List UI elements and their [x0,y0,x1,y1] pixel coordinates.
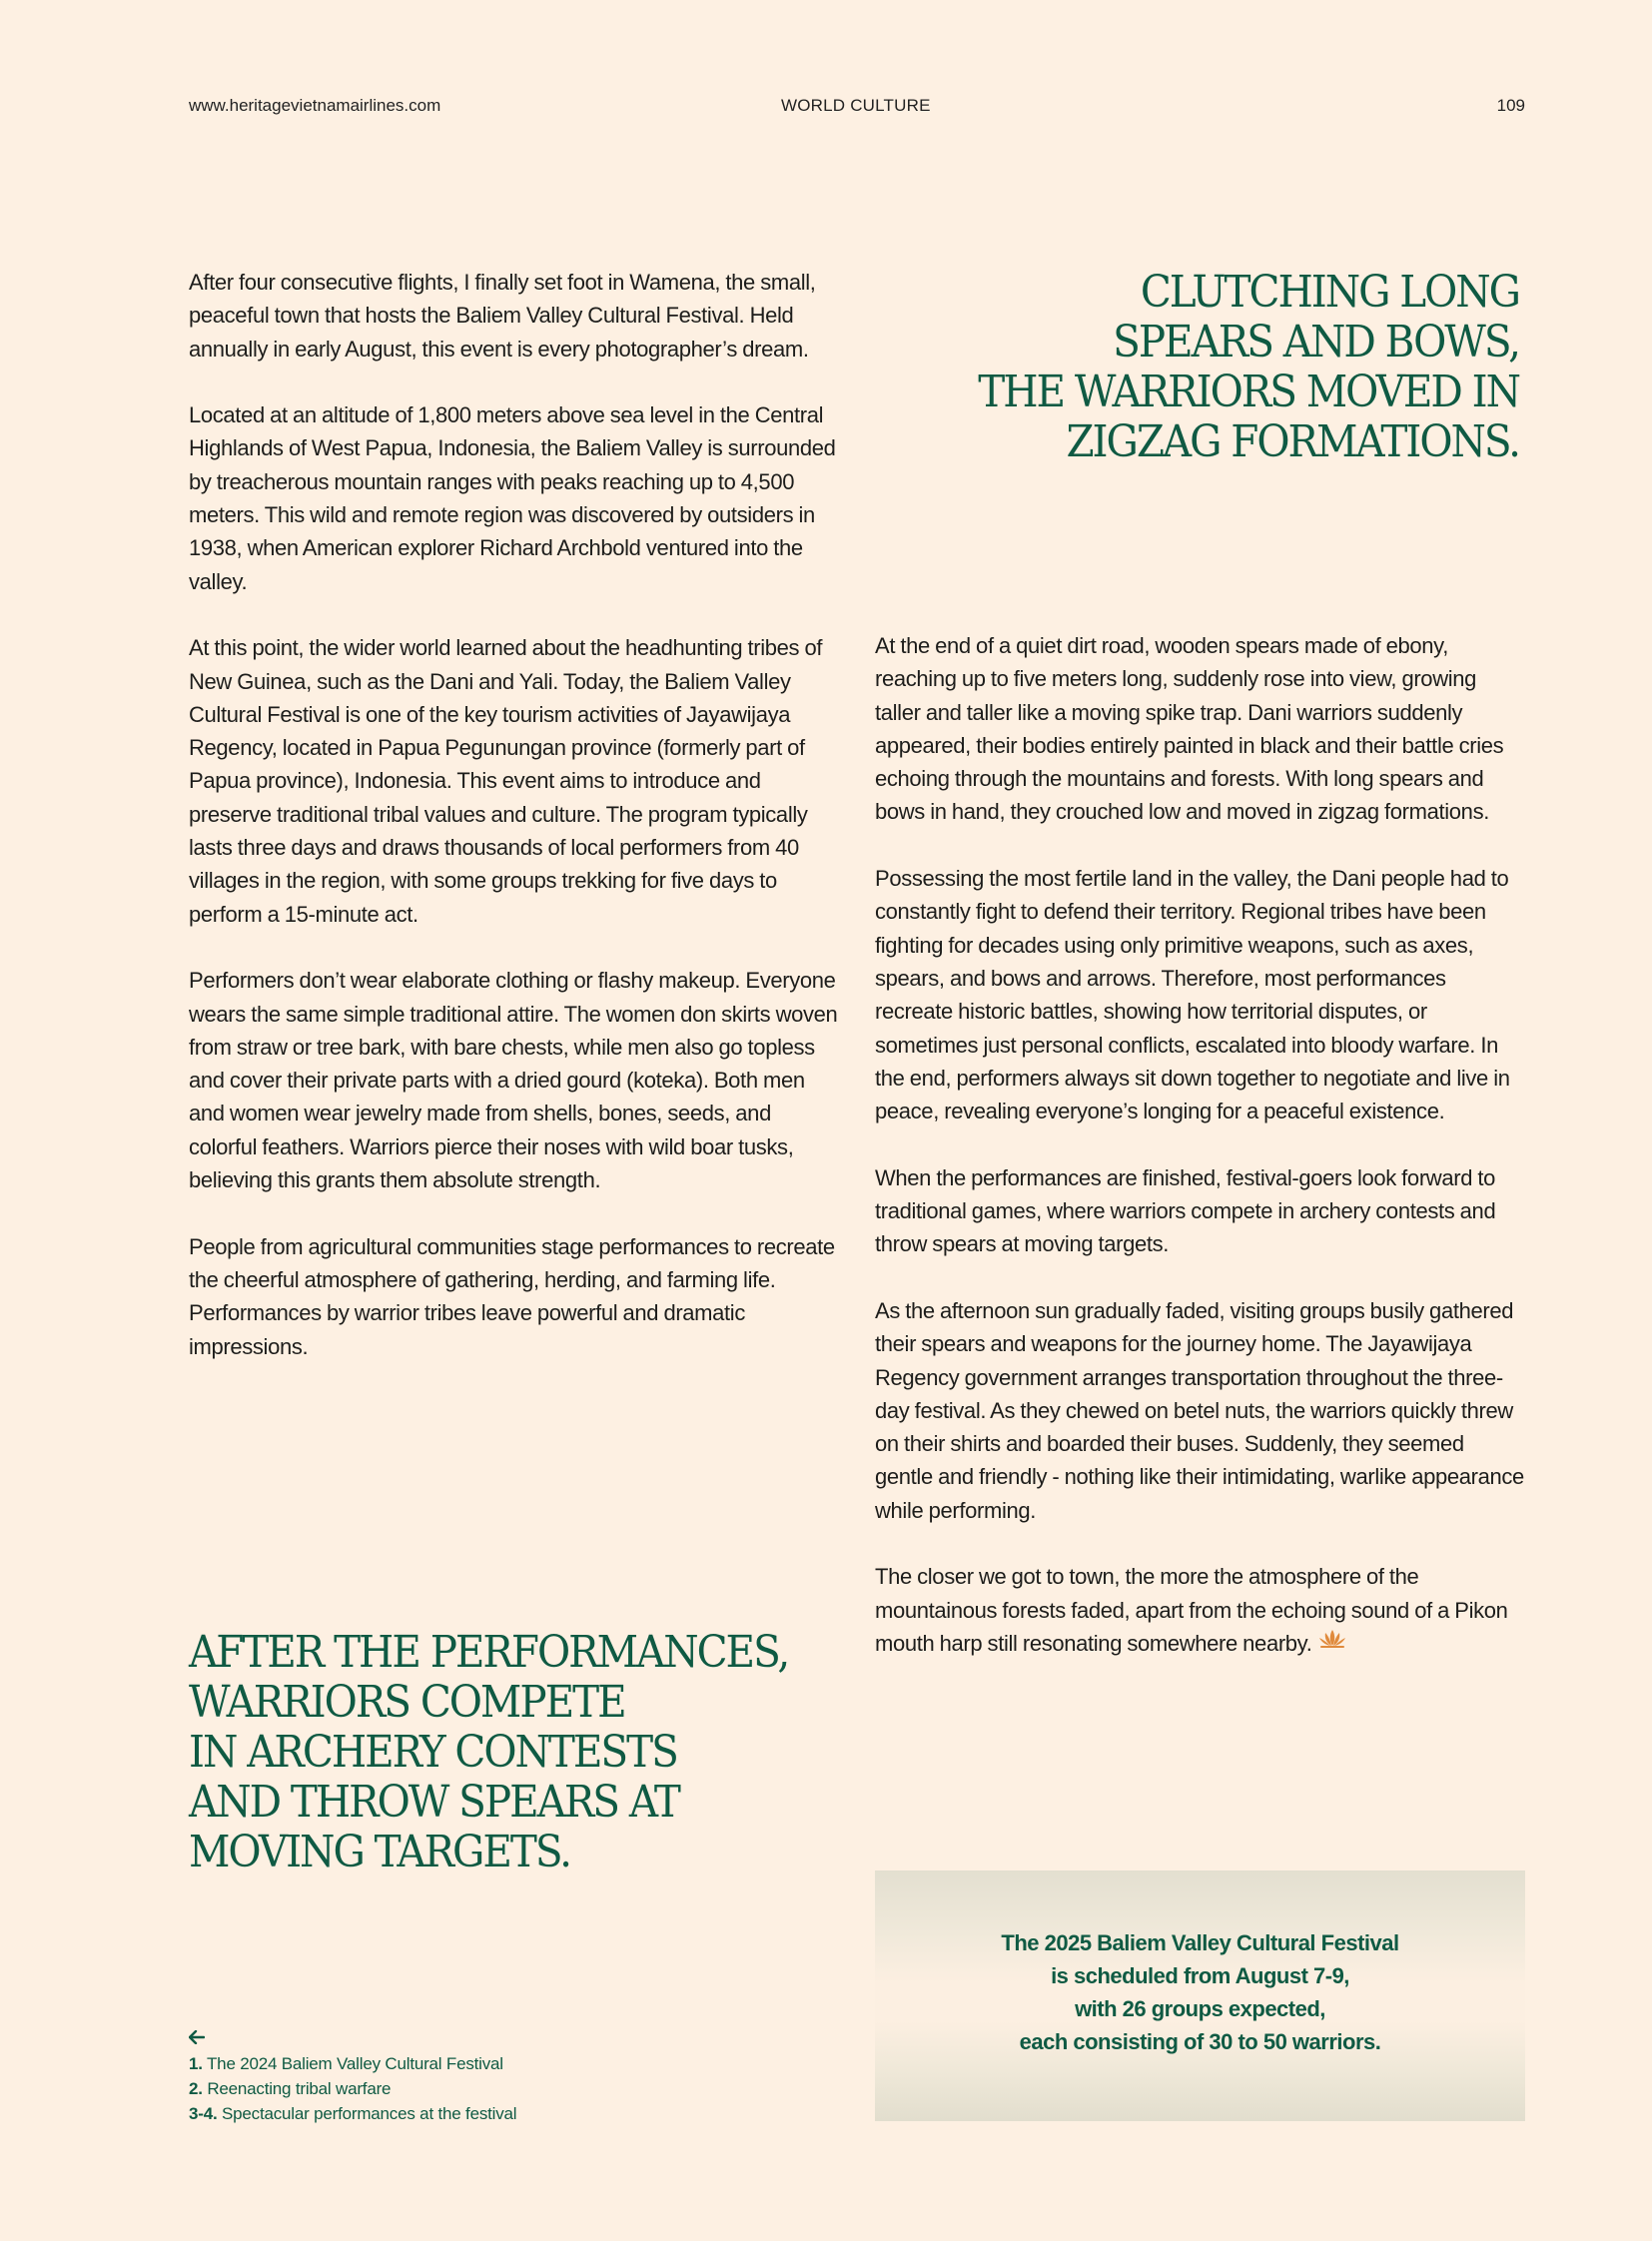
body-paragraph: After four consecutive flights, I finally set foot in Wamena, the small, peaceful town that hosts the Baliem Valley Cultural Festival. Held annually in early August, this event is every photographer’s dream. [189,270,816,362]
caption-number: 1. [189,2054,203,2073]
page-header [189,96,1525,120]
pull-quote-line: ZIGZAG FORMATIONS. [1066,416,1519,467]
right-column [875,629,1526,1695]
caption-number: 2. [189,2079,203,2098]
body-paragraph: At the end of a quiet dirt road, wooden spears made of ebony, reaching up to five meters long, suddenly rose into view, growing taller and taller like a moving spike trap. Dani warriors suddenly appeared, their bodies entirely painted in black and their battle cries echoing through the mountains and forests. With long spears and bows in hand, they crouched low and moved in zigzag formations. [875,633,1504,825]
caption-item [189,2051,516,2076]
left-column [189,266,840,1396]
website-url[interactable]: www.heritagevietnamairlines.com [189,96,441,115]
body-paragraph: As the afternoon sun gradually faded, visiting groups busily gathered their spears and weapons for the journey home. The Jayawijaya Regency government arranges transportation throughout the three-day festival. As they chewed on betel nuts, the warriors quickly threw on their shirts and boarded their buses. Suddenly, they seemed gentle and friendly - nothing like their intimidating, warlike appearance while performing. [875,1297,1524,1523]
body-paragraph: People from agricultural communities stage performances to recreate the cheerful atmosphere of gathering, herding, and farming life. Performances by warrior tribes leave powerful and dramatic impressions. [189,1233,835,1359]
info-line: The 2025 Baliem Valley Cultural Festival [1001,1929,1399,1955]
pull-quote-line: CLUTCHING LONG [1140,267,1519,318]
caption-item [189,2076,516,2101]
pull-quote-line: IN ARCHERY CONTESTS [189,1727,677,1778]
caption-text: Spectacular performances at the festival [222,2104,517,2123]
pull-quote-line: AFTER THE PERFORMANCES, [189,1627,789,1678]
caption-text: The 2024 Baliem Valley Cultural Festival [207,2054,503,2073]
body-paragraph: Located at an altitude of 1,800 meters above sea level in the Central Highlands of West Papua, Indonesia, the Baliem Valley is surrounded by treacherous mountain ranges with peaks reaching up to 4,500 meters. This wild and remote region was discovered by outsiders in 1938, when American explorer Richard Archbold ventured into the valley. [189,402,836,594]
final-paragraph-text: The closer we got to town, the more the atmosphere of the mountainous forests faded, apart from the echoing sound of a Pikon mouth harp still resonating somewhere nearby. [875,1564,1508,1656]
caption-number: 3-4. [189,2104,218,2123]
pull-quote-line: MOVING TARGETS. [189,1827,570,1877]
pull-quote-bottom-left [189,1628,850,1877]
body-paragraph: When the performances are finished, festival-goers look forward to traditional games, where warriors compete in archery contests and throw spears at moving targets. [875,1164,1496,1257]
festival-info-box [875,1870,1525,2121]
body-paragraph-final [875,1560,1526,1661]
pull-quote-line: WARRIORS COMPETE [189,1677,625,1728]
pull-quote-top-right [858,268,1519,467]
page-number: 109 [1496,96,1525,115]
body-paragraph: Performers don’t wear elaborate clothing or flashy makeup. Everyone wears the same simple traditional attire. The women don skirts woven from straw or tree bark, with bare chests, while men also go topless and cover their private parts with a dried gourd (koteka). Both men and women wear jewelry made from shells, bones, seeds, and colorful feathers. Warriors pierce their noses with wild boar tusks, believing this grants them absolute strength. [189,968,838,1193]
info-box-text [1001,1926,1398,2058]
pull-quote-line: SPEARS AND BOWS, [1113,317,1519,368]
pull-quote-line: THE WARRIORS MOVED IN [978,367,1519,417]
info-line: each consisting of 30 to 50 warriors. [1019,2028,1381,2054]
info-line: is scheduled from August 7-9, [1051,1962,1349,1988]
arrow-left-icon [189,2027,516,2049]
section-title: WORLD CULTURE [781,96,931,115]
info-line: with 26 groups expected, [1075,1995,1325,2021]
body-paragraph: At this point, the wider world learned about the headhunting tribes of New Guinea, such as the Dani and Yali. Today, the Baliem Valley Cultural Festival is one of the key tourism activities of Jayawijaya Regency, located in Papua Pegunungan province (formerly part of Papua province), Indonesia. This event aims to introduce and preserve traditional tribal values and culture. The program typically lasts three days and draws thousands of local performers from 40 villages in the region, with some groups trekking for five days to perform a 15-minute act. [189,635,823,927]
body-paragraph: Possessing the most fertile land in the valley, the Dani people had to constantly fight to defend their territory. Regional tribes have been fighting for decades using only primitive weapons, such as axes, spears, and bows and arrows. Therefore, most performances recreate historic battles, showing how territorial disputes, or sometimes just personal conflicts, escalated into bloody warfare. In the end, performers always sit down together to negotiate and live in peace, revealing everyone’s longing for a peaceful existence. [875,866,1510,1124]
photo-captions [189,2027,516,2126]
caption-text: Reenacting tribal warfare [207,2079,392,2098]
lotus-icon [1317,1625,1347,1658]
caption-item [189,2101,516,2126]
pull-quote-line: AND THROW SPEARS AT [189,1777,679,1828]
